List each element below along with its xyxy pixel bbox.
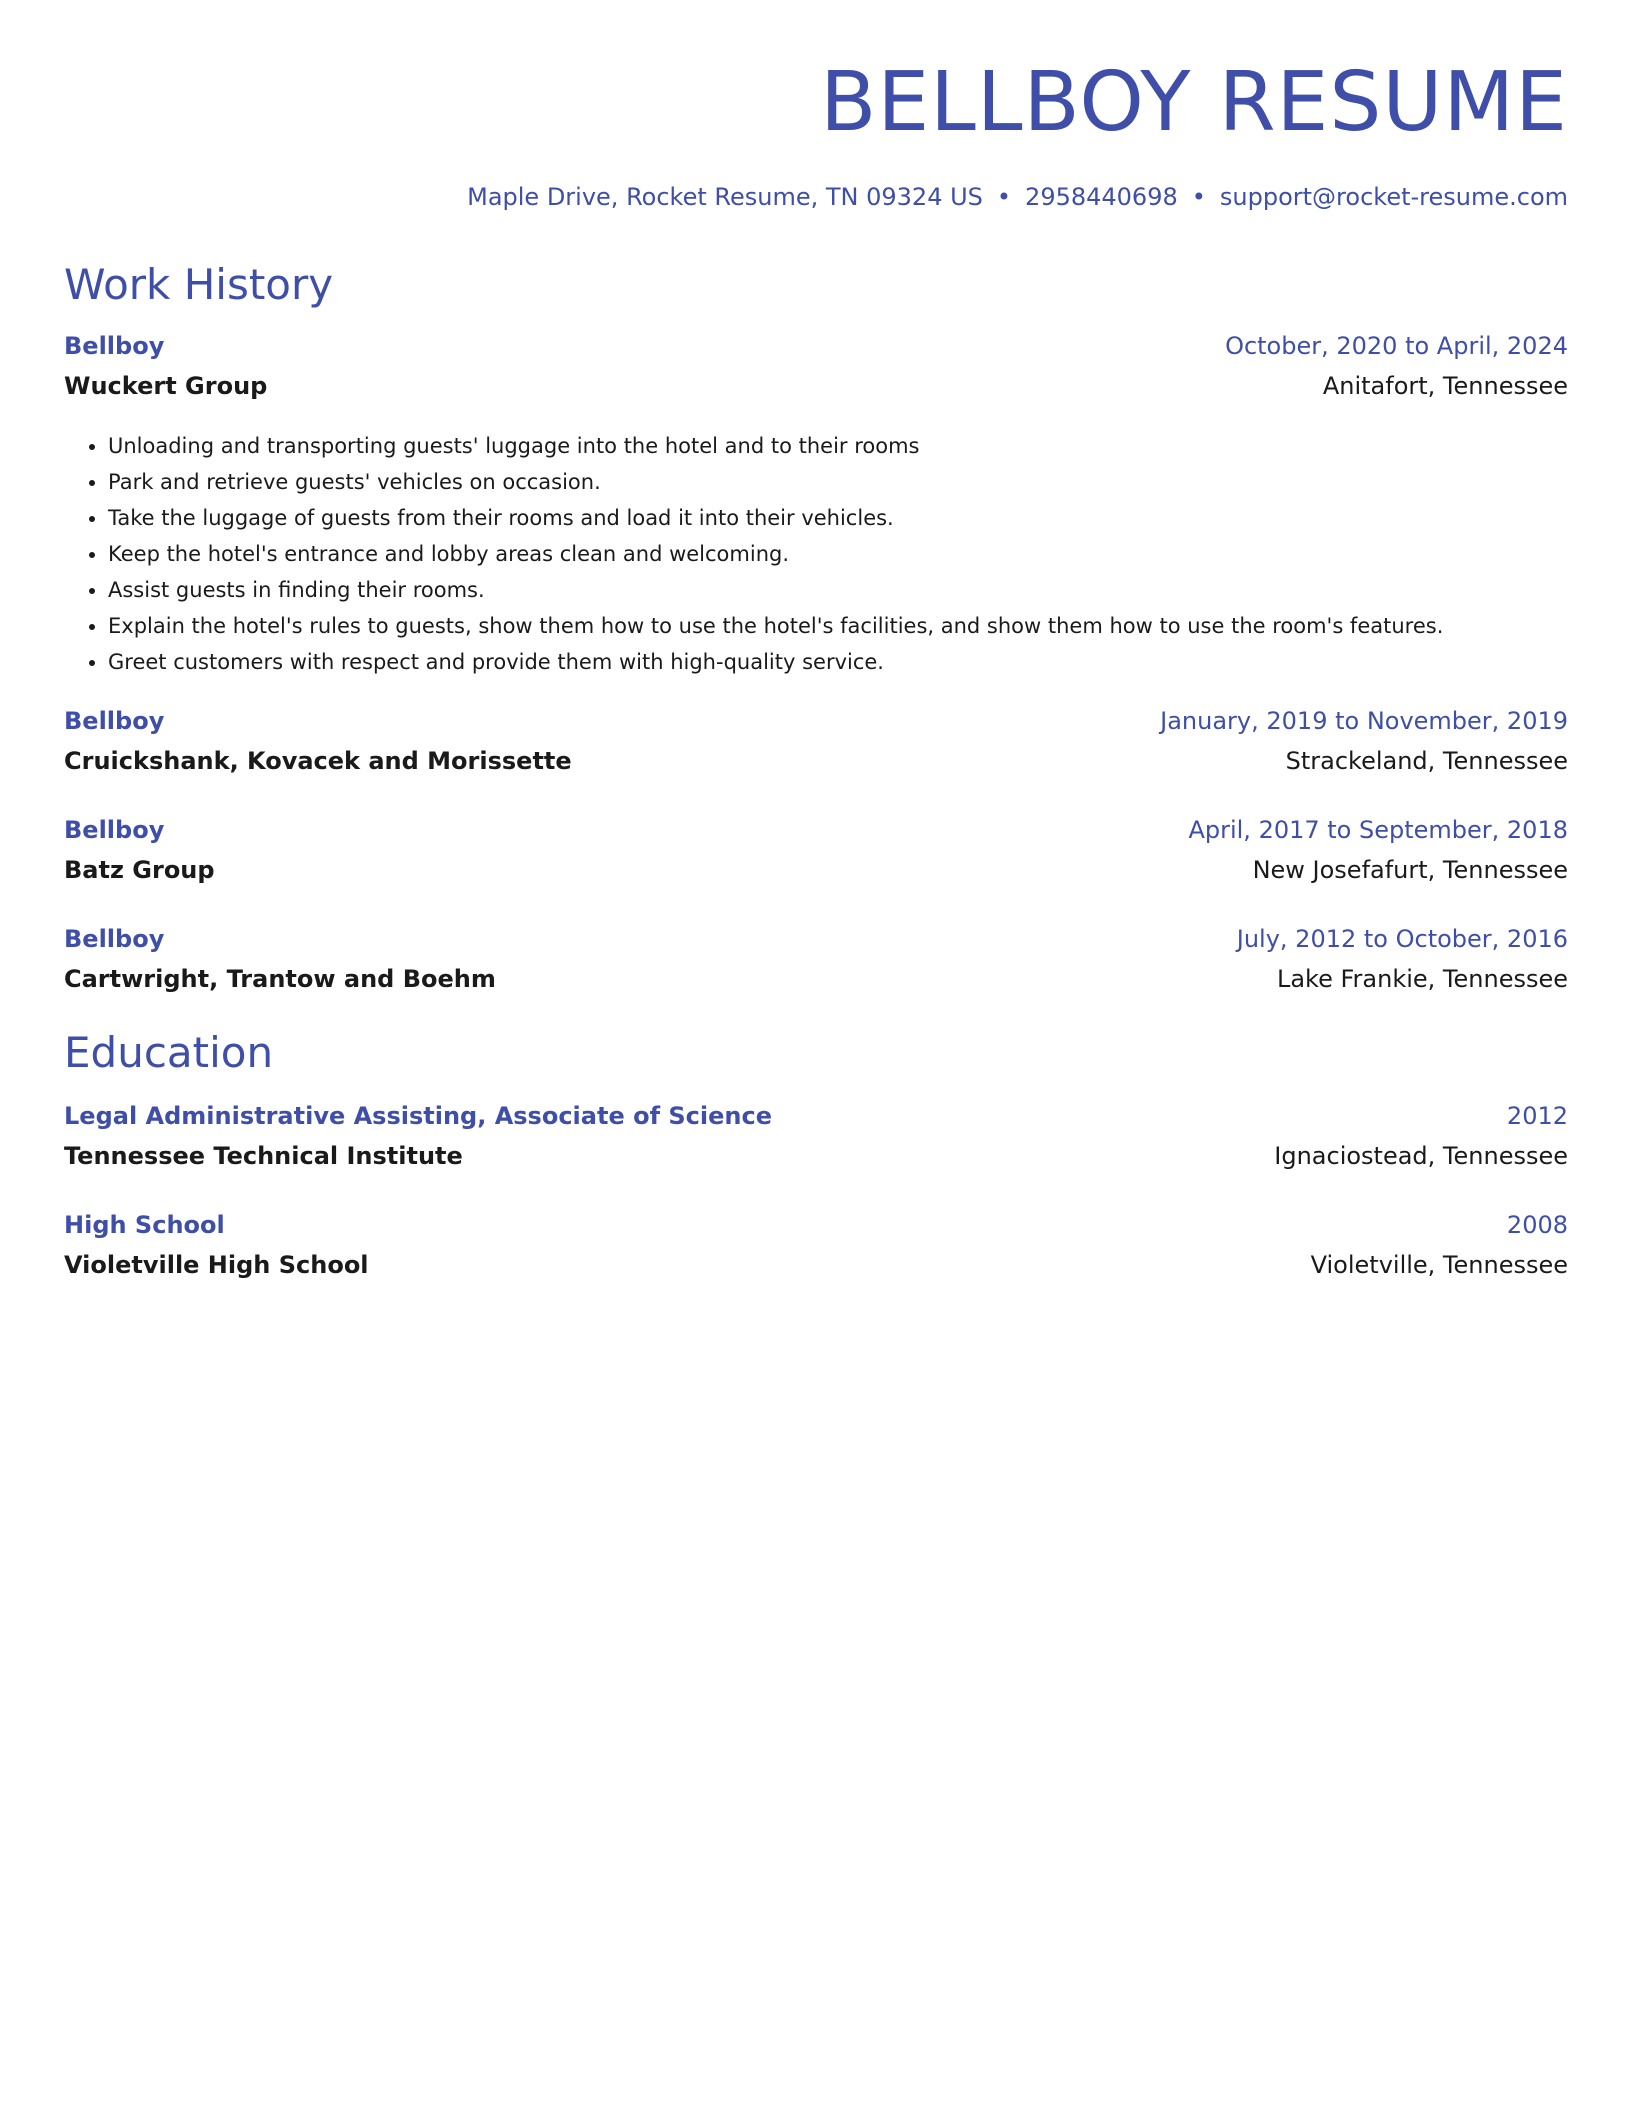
job-location: New Josefafurt, Tennessee xyxy=(1252,856,1568,884)
education-degree: High School xyxy=(64,1211,225,1239)
education-entry xyxy=(64,1211,1568,1291)
contact-separator: • xyxy=(996,183,1012,211)
contact-email: support@rocket-resume.com xyxy=(1219,183,1568,211)
job-location: Strackeland, Tennessee xyxy=(1285,747,1568,775)
contact-address: Maple Drive, Rocket Resume, TN 09324 US xyxy=(467,183,983,211)
resume-title: BELLBOY RESUME xyxy=(820,55,1568,150)
job-entry xyxy=(64,816,1568,896)
duty-item: • Keep the hotel's entrance and lobby areas clean and welcoming. xyxy=(108,536,1568,572)
job-dates: July, 2012 to October, 2016 xyxy=(1236,925,1568,953)
duty-item: • Take the luggage of guests from their rooms and load it into their vehicles. xyxy=(108,500,1568,536)
duty-item: • Explain the hotel's rules to guests, show them how to use the hotel's facilities, and show them how to use the room's features. xyxy=(108,608,1568,644)
education-school: Violetville High School xyxy=(64,1251,369,1279)
contact-phone: 2958440698 xyxy=(1025,183,1178,211)
job-entry xyxy=(64,925,1568,1005)
education-school: Tennessee Technical Institute xyxy=(64,1142,463,1170)
education-entry xyxy=(64,1102,1568,1182)
education-location: Ignaciostead, Tennessee xyxy=(1274,1142,1568,1170)
job-entry xyxy=(64,707,1568,787)
job-company: Batz Group xyxy=(64,856,215,884)
job-location: Anitafort, Tennessee xyxy=(1322,372,1568,400)
job-company: Wuckert Group xyxy=(64,372,268,400)
job-dates: January, 2019 to November, 2019 xyxy=(1160,707,1568,735)
job-duties-list xyxy=(64,428,1568,680)
education-year: 2012 xyxy=(1506,1102,1568,1130)
job-company: Cruickshank, Kovacek and Morissette xyxy=(64,747,572,775)
work-history-heading: Work History xyxy=(64,260,334,309)
duty-item: • Assist guests in finding their rooms. xyxy=(108,572,1568,608)
contact-separator: • xyxy=(1191,183,1206,211)
job-title: Bellboy xyxy=(64,707,165,735)
job-dates: April, 2017 to September, 2018 xyxy=(1188,816,1568,844)
contact-line xyxy=(467,180,1568,214)
job-title: Bellboy xyxy=(64,925,165,953)
job-dates: October, 2020 to April, 2024 xyxy=(1225,332,1568,360)
job-location: Lake Frankie, Tennessee xyxy=(1276,965,1568,993)
education-degree: Legal Administrative Assisting, Associate of Science xyxy=(64,1102,772,1130)
job-company: Cartwright, Trantow and Boehm xyxy=(64,965,496,993)
job-title: Bellboy xyxy=(64,816,165,844)
education-heading: Education xyxy=(64,1028,274,1077)
duty-item: • Greet customers with respect and provide them with high-quality service. xyxy=(108,644,1568,680)
duty-item: • Park and retrieve guests' vehicles on occasion. xyxy=(108,464,1568,500)
job-title: Bellboy xyxy=(64,332,165,360)
education-location: Violetville, Tennessee xyxy=(1310,1251,1568,1279)
duty-item: • Unloading and transporting guests' luggage into the hotel and to their rooms xyxy=(108,428,1568,464)
job-entry xyxy=(64,332,1568,412)
education-year: 2008 xyxy=(1506,1211,1568,1239)
